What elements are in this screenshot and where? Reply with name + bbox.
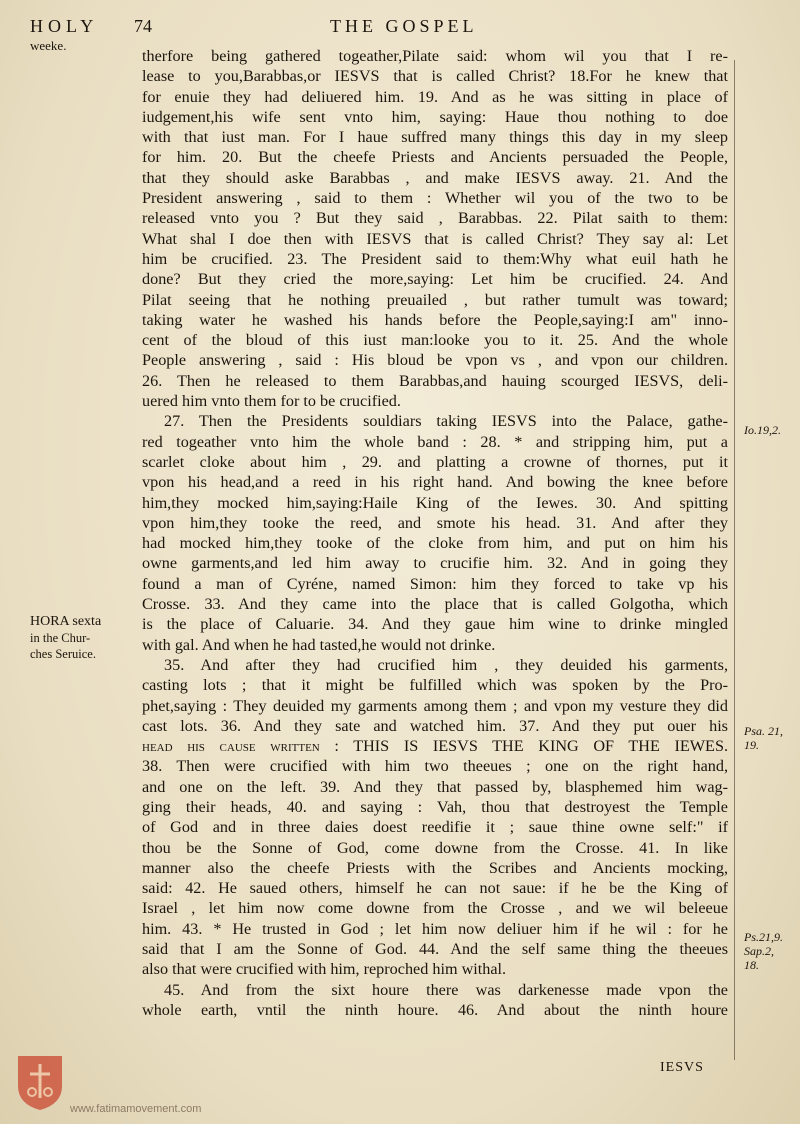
margin-ref-line: Io.19,2. [744,423,781,437]
running-head-sub: weeke. [30,38,67,53]
crest-logo-icon [14,1052,66,1112]
body-line: him,they mocked him,saying:Haile King of the Iewes. 30. And spitting [142,493,728,512]
body-line: Crosse. 33. And they came into the place that is called Golgotha, which [142,595,728,614]
body-line: found a man of Cyréne, named Simon: him they forced to take vp his [142,574,728,593]
body-line: for enuie they had deliuered him. 19. And as he was sitting in place of [142,87,728,106]
body-line: with gal. And when he had tasted,he would not drinke. [142,635,496,654]
body-line: 26. Then he released to them Barabbas,and hauing scourged IESVS, deli- [142,371,728,390]
body-line: is the place of Caluarie. 34. And they gaue him wine to drinke mingled [142,615,728,634]
body-line: 45. And from the sixt houre there was darkenesse made vpon the [164,980,728,999]
body-line: vpon him,they tooke the reed, and smote his head. 31. And after they [142,513,728,532]
body-line: done? But they cried the more,saying: Let him be crucified. 24. And [142,270,728,289]
body-line: What shal I doe then with IESVS that is called Christ? They say al: Let [142,229,728,248]
body-line: cast lots. 36. And they sate and watched him. 37. And they put ouer his [142,716,728,735]
margin-ref-3 [744,930,783,972]
body-line: said: 42. He saued others, himself he can not saue: if he be the King of [142,879,728,898]
body-line: taking water he washed his hands before the People,saying:I am" inno- [142,310,728,329]
body-line: 35. And after they had crucified him , they deuided his garments, [164,655,728,674]
body-line: and one on the left. 39. And they that passed by, blasphemed him wag- [142,777,728,796]
running-head [30,16,770,42]
body-line: released vnto you ? But they said , Barabbas. 22. Pilat saith to them: [142,209,728,228]
margin-ref-line: 18. [744,958,759,972]
body-line: had mocked him,they tooke of the cloke from him, and put on him his [142,534,728,553]
body-line: manner also the cheefe Priests with the Scribes and Ancients mocking, [142,858,728,877]
page-number: 74 [134,16,152,36]
margin-ref-line: Psa. 21, [744,724,783,738]
body-line: uered him vnto them for to be crucified. [142,392,401,411]
body-line: said that I am the Sonne of God. 44. And the self same thing the theeues [142,940,728,959]
body-line: ging their heads, 40. and saying : Vah, thou that destroyest the Temple [142,797,728,816]
body-line: cent of the bloud of this iust man:looke you to it. 25. And the whole [142,331,728,350]
margin-ref-1 [744,423,781,437]
body-line: thou be the Sonne of God, come downe from the Crosse. 41. In like [142,838,728,857]
watermark-text[interactable]: www.fatimamovement.com [70,1103,202,1115]
body-line: therfore being gathered togeather,Pilate said: whom wil you that I re- [142,47,728,65]
margin-note-line: HORA sexta [30,614,102,629]
body-line: iudgement,his wife sent vnto him, saying: Haue thou nothing to doe [142,107,728,126]
body-line: also that were crucified with him, reproched him withal. [142,960,507,979]
running-head-title: THE GOSPEL [330,16,478,36]
body-line: casting lots ; that it might be fulfilled which was spoken by the Pro- [142,676,728,695]
body-line: 27. Then the Presidents souldiars taking IESVS into the Palace, gathe- [164,412,728,431]
body-line: for him. 20. But the cheefe Priests and Ancients persuaded the People, [142,148,728,167]
body-line: red togeather vnto him the whole band : 28. * and stripping him, put a [142,432,728,451]
margin-ref-2 [744,724,783,752]
margin-note-line: in the Chur- [30,631,91,645]
body-line: him be crucified. 23. The President said to them:Why what euil hath he [142,249,728,268]
catchword: IESVS [660,1060,704,1075]
body-line: with that iust man. For I haue suffred many things this day in my sleep [142,128,728,147]
margin-ref-line: Ps.21,9. [744,930,783,944]
body-line: lease to you,Barabbas,or IESVS that is called Christ? 18.For he knew that [142,67,728,86]
margin-ref-line: Sap.2, [744,944,774,958]
body-line: scarlet cloke about him , 29. and platting a crowne of thornes, put it [142,452,728,471]
margin-note-left [30,614,101,662]
body-line: him. 43. * He trusted in God ; let him now deliuer him if he wil : for he [142,919,728,938]
body-line: of God and in three daies doest reedifie it ; saue thine owne self:" if [142,818,728,837]
running-head-left: HOLY [30,16,99,36]
body-text [142,46,728,1020]
body-line: People answering , said : His bloud be vpon vs , and vpon our children. [142,351,728,370]
margin-ref-line: 19. [744,738,759,752]
body-line: President answering , said to them : Whether wil you of the two to be [142,189,728,208]
body-line: Israel , let him now come downe from the Crosse , and we wil beleeue [142,899,728,918]
body-line: Pilat seeing that he nothing preuailed , but rather tumult was toward; [142,290,728,309]
body-line: vpon his head,and a reed in his right hand. And bowing the knee before [142,473,728,492]
body-line: whole earth, vntil the ninth houre. 46. And about the ninth houre [142,1000,728,1019]
body-line: phet,saying : They deuided my garments among them ; and vpon my vesture they did [142,696,728,715]
margin-note-line: ches Seruice. [30,647,96,661]
body-line: that they should aske Barabbas , and make IESVS away. 21. And the [142,168,728,187]
body-line: 38. Then were crucified with him two theeues ; one on the right hand, [142,757,728,776]
body-line: owne garments,and led him away to crucifie him. 32. And in going they [142,554,728,573]
body-line: head his cause written : THIS IS IESVS THE KING OF THE IEWES. [142,737,728,756]
margin-rule [734,60,735,1060]
